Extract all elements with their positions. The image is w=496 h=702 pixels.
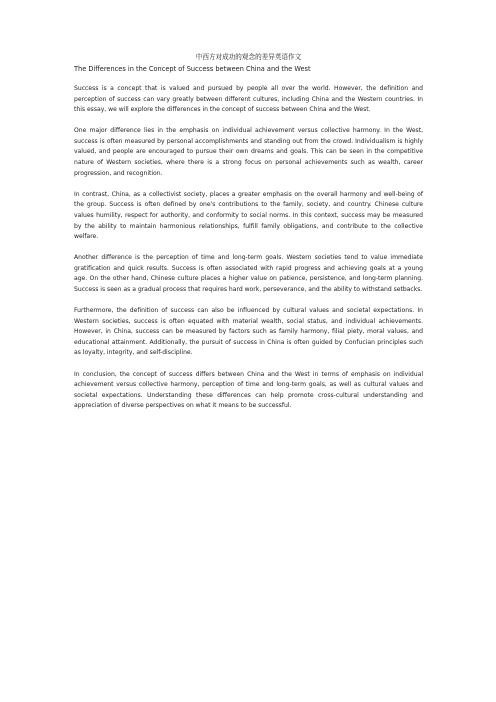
paragraph-china-collectivism: In contrast, China, as a collectivist society, places a greater emphasis on the overall harmony and well-being of the group. Success is often defined by one's contributions to the family, society, and country. Chinese culture values humility, respect for authority, and conformity to social norms. In this context, success may be measured by the ability to maintain harmonious relationships, fulfill family obligations, and contribute to the collective welfare. <box>74 190 423 241</box>
document-title-english: The Differences in the Concept of Success between China and the West <box>74 65 311 73</box>
paragraph-conclusion: In conclusion, the concept of success differs between China and the West in terms of emphasis on individual achievement versus collective harmony, perception of time and long-term goals, as well as cultural values and societal expectations. Understanding these differences can help promote cross-cultural understanding and appreciation of diverse perspectives on what it means to be successful. <box>74 370 423 410</box>
document-title-chinese: 中西方对成功的观念的差异英语作文 <box>195 53 302 61</box>
paragraph-time-perception: Another difference is the perception of time and long-term goals. Western societies tend to value immediate gratification and quick results. Success is often associated with rapid progress and achieving goals at a young age. On the other hand, Chinese culture places a higher value on patience, persistence, and long-term planning. Success is seen as a gradual process that requires hard work, perseverance, and the ability to withstand setbacks. <box>74 254 423 293</box>
document-page <box>74 52 423 422</box>
paragraph-cultural-values: Furthermore, the definition of success can also be influenced by cultural values and societal expectations. In Western societies, success is often equated with material wealth, social status, and individual achievements. However, in China, success can be measured by factors such as family harmony, filial piety, moral values, and educational attainment. Additionally, the pursuit of success in China is often guided by Confucian principles such as loyalty, integrity, and self-discipline. <box>74 307 423 357</box>
paragraph-introduction: Success is a concept that is valued and pursued by people all over the world. However, the definition and perception of success can vary greatly between different cultures, including China and the Western countries. In this essay, we will explore the differences in the concept of success between China and the West. <box>74 85 423 114</box>
paragraph-individual-vs-collective: One major difference lies in the emphasis on individual achievement versus collective harmony. In the West, success is often measured by personal accomplishments and standing out from the crowd. Individualism is highly valued, and people are encouraged to pursue their own dreams and goals. This can be seen in the competitive nature of Western societies, where there is a strong focus on personal achievements such as wealth, career progression, and recognition. <box>74 127 423 177</box>
